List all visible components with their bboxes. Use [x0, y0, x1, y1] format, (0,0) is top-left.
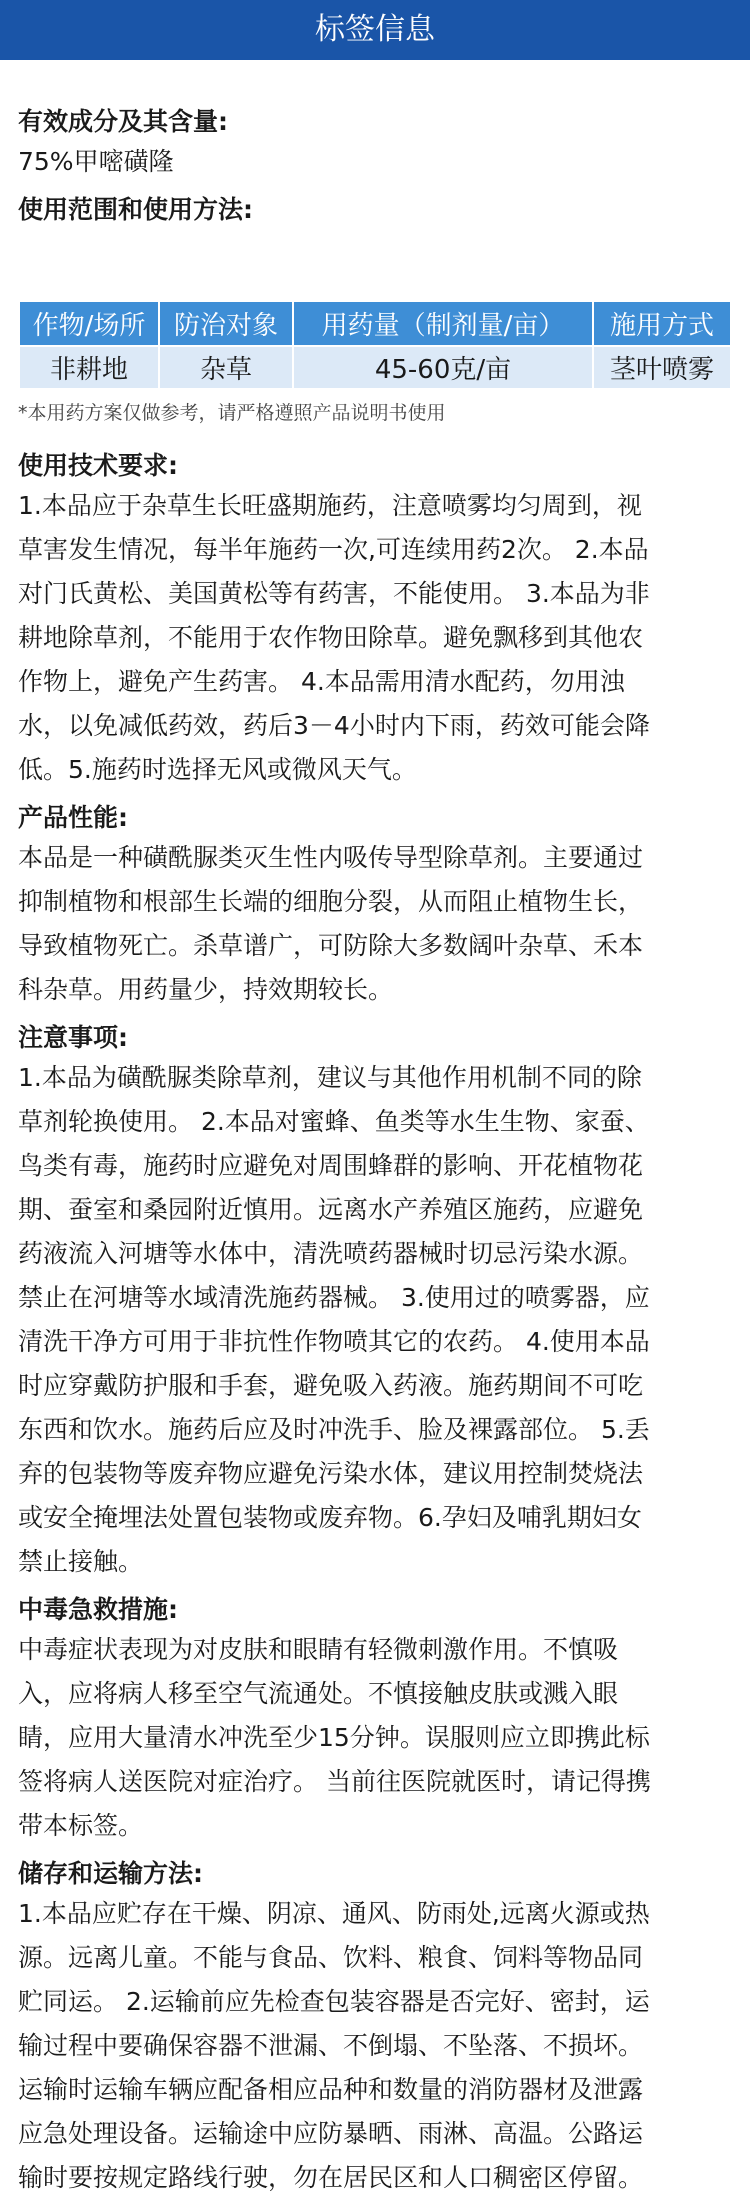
precautions-text	[18, 1056, 732, 1584]
ingredient-title: 有效成分及其含量:	[18, 107, 228, 136]
technical-title: 使用技术要求:	[18, 451, 178, 480]
firstaid-text	[18, 1628, 732, 1848]
text-line: 清洗干净方可用于非抗性作物喷其它的农药。 4.使用本品	[18, 1327, 650, 1356]
text-line: 禁止接触。	[18, 1547, 144, 1576]
usage-title: 使用范围和使用方法:	[18, 195, 253, 224]
text-line: 耕地除草剂，不能用于农作物田除草。避免飘移到其他农	[18, 623, 644, 652]
performance-section	[18, 800, 732, 1012]
text-line: 东西和饮水。施药后应及时冲洗手、脸及裸露部位。 5.丢	[18, 1415, 650, 1444]
text-line: 弃的包装物等废弃物应避免污染水体，建议用控制焚烧法	[18, 1459, 644, 1488]
text-line: 科杂草。用药量少，持效期较长。	[18, 975, 394, 1004]
text-line: 带本标签。	[18, 1811, 144, 1840]
table-row	[19, 346, 731, 389]
storage-title: 储存和运输方法:	[18, 1859, 203, 1888]
precautions-title: 注意事项:	[18, 1023, 128, 1052]
table-header-cell: 防治对象	[159, 301, 293, 346]
table-cell: 45-60克/亩	[293, 346, 593, 389]
performance-title: 产品性能:	[18, 803, 128, 832]
performance-text	[18, 836, 732, 1012]
firstaid-title: 中毒急救措施:	[18, 1595, 178, 1624]
text-line: 低。5.施药时选择无风或微风天气。	[18, 755, 417, 784]
text-line: 本品是一种磺酰脲类灭生性内吸传导型除草剂。主要通过	[18, 843, 644, 872]
text-line: 草害发生情况，每半年施药一次,可连续用药2次。 2.本品	[18, 535, 649, 564]
ingredient-section	[18, 104, 732, 184]
usage-note: *本用药方案仅做参考，请严格遵照产品说明书使用	[18, 402, 446, 424]
page-title: 标签信息	[315, 12, 435, 47]
table-header-cell: 用药量（制剂量/亩）	[293, 301, 593, 346]
label-content	[0, 60, 750, 2200]
text-line: 输过程中要确保容器不泄漏、不倒塌、不坠落、不损坏。	[18, 2031, 644, 2060]
storage-section	[18, 1856, 732, 2200]
text-line: 禁止在河塘等水域清洗施药器械。 3.使用过的喷雾器，应	[18, 1283, 650, 1312]
text-line: 运输时运输车辆应配备相应品种和数量的消防器材及泄露	[18, 2075, 644, 2104]
text-line: 作物上，避免产生药害。 4.本品需用清水配药，勿用浊	[18, 667, 625, 696]
text-line: 水，以免减低药效，药后3－4小时内下雨，药效可能会降	[18, 711, 650, 740]
text-line: 源。远离儿童。不能与食品、饮料、粮食、饲料等物品同	[18, 1943, 644, 1972]
firstaid-section	[18, 1592, 732, 1848]
header-bar	[0, 0, 750, 60]
table-cell: 非耕地	[19, 346, 159, 389]
dosage-table	[18, 300, 732, 390]
text-line: 期、蚕室和桑园附近慎用。远离水产养殖区施药，应避免	[18, 1195, 644, 1224]
table-cell: 茎叶喷雾	[593, 346, 731, 389]
text-line: 应急处理设备。运输途中应防暴晒、雨淋、高温。公路运	[18, 2119, 644, 2148]
text-line: 导致植物死亡。杀草谱广，可防除大多数阔叶杂草、禾本	[18, 931, 644, 960]
ingredient-text: 75%甲嘧磺隆	[18, 147, 174, 176]
storage-text	[18, 1892, 732, 2200]
text-line: 贮同运。 2.运输前应先检查包装容器是否完好、密封，运	[18, 1987, 650, 2016]
table-header-cell: 作物/场所	[19, 301, 159, 346]
text-line: 输时要按规定路线行驶，勿在居民区和人口稠密区停留。	[18, 2163, 644, 2192]
text-line: 抑制植物和根部生长端的细胞分裂，从而阻止植物生长，	[18, 887, 644, 916]
text-line: 鸟类有毒，施药时应避免对周围蜂群的影响、开花植物花	[18, 1151, 644, 1180]
text-line: 中毒症状表现为对皮肤和眼睛有轻微刺激作用。不慎吸	[18, 1635, 619, 1664]
text-line: 签将病人送医院对症治疗。 当前往医院就医时，请记得携	[18, 1767, 651, 1796]
table-header-cell: 施用方式	[593, 301, 731, 346]
text-line: 草剂轮换使用。 2.本品对蜜蜂、鱼类等水生生物、家蚕、	[18, 1107, 650, 1136]
text-line: 对门氏黄松、美国黄松等有药害，不能使用。 3.本品为非	[18, 579, 650, 608]
text-line: 入，应将病人移至空气流通处。不慎接触皮肤或溅入眼	[18, 1679, 619, 1708]
table-cell: 杂草	[159, 346, 293, 389]
text-line: 1.本品为磺酰脲类除草剂，建议与其他作用机制不同的除	[18, 1063, 642, 1092]
text-line: 睛，应用大量清水冲洗至少15分钟。误服则应立即携此标	[18, 1723, 650, 1752]
text-line: 药液流入河塘等水体中，清洗喷药器械时切忌污染水源。	[18, 1239, 644, 1268]
precautions-section	[18, 1020, 732, 1584]
text-line: 1.本品应于杂草生长旺盛期施药，注意喷雾均匀周到，视	[18, 491, 642, 520]
text-line: 或安全掩埋法处置包装物或废弃物。6.孕妇及哺乳期妇女	[18, 1503, 642, 1532]
technical-section	[18, 448, 732, 792]
usage-section	[18, 192, 732, 426]
technical-text	[18, 484, 732, 792]
text-line: 时应穿戴防护服和手套，避免吸入药液。施药期间不可吃	[18, 1371, 644, 1400]
table-header-row	[19, 301, 731, 346]
text-line: 1.本品应贮存在干燥、阴凉、通风、防雨处,远离火源或热	[18, 1899, 650, 1928]
